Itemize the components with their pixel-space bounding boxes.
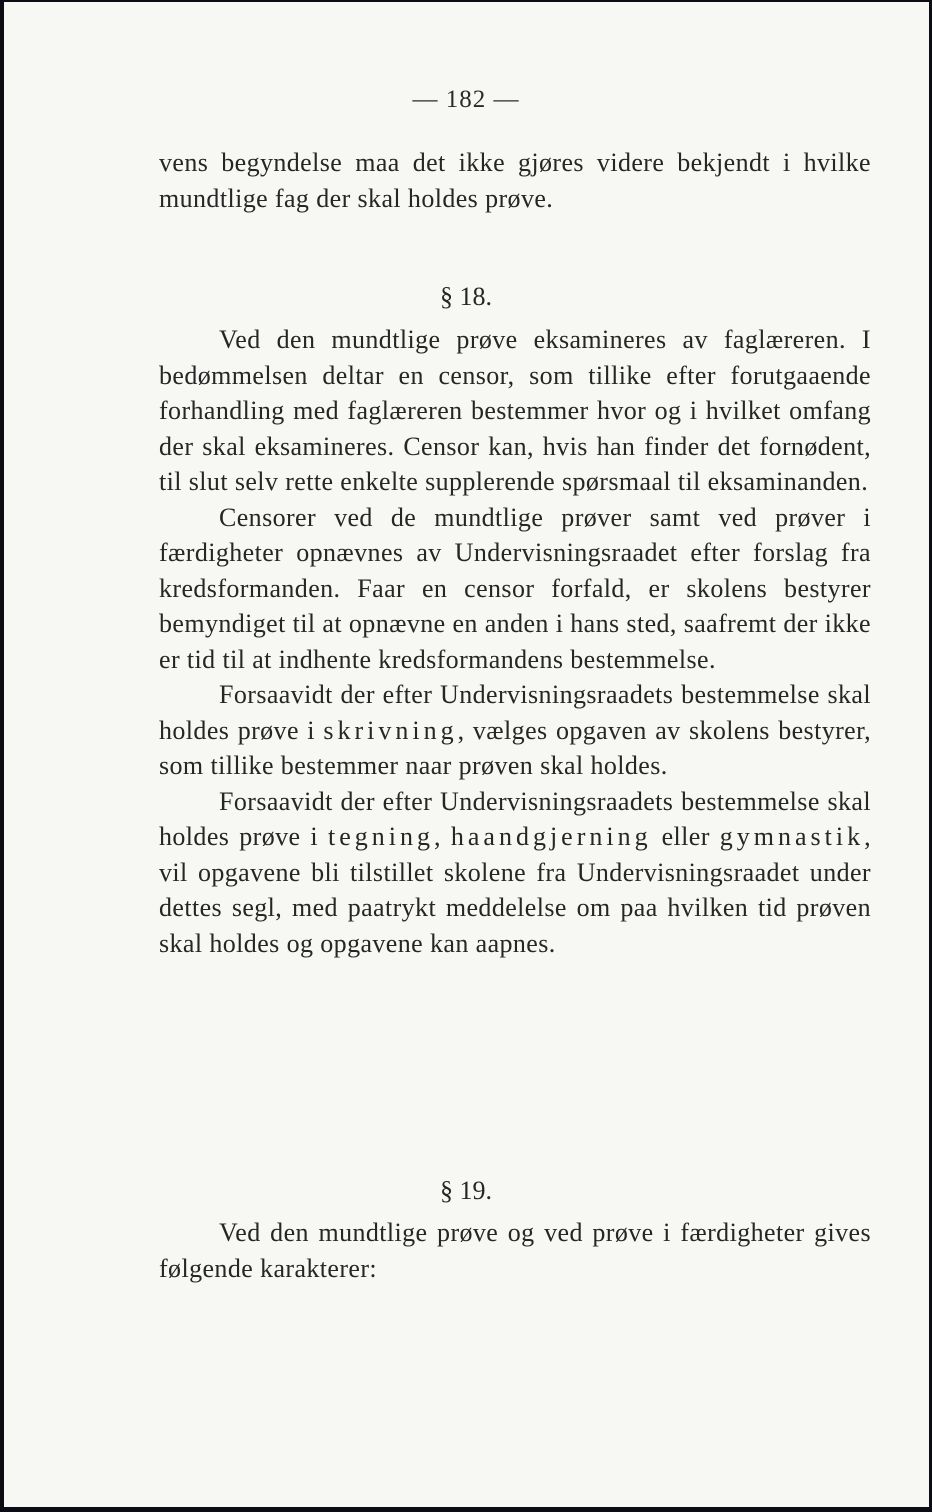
paragraph-4-text-a: Forsaavidt der efter Undervisningsraadets bestemmelse skal holdes prøve i: [159, 786, 871, 851]
section-19-body: [159, 1215, 871, 1286]
section-18-paragraph-1: Ved den mundtlige prøve eksamineres av faglæreren. I bedømmelsen deltar en censor, som tillike efter forutgaaende forhandling med faglæreren bestemmer hvor og i hvilket omfang der skal eksamineres. Censor kan, hvis han finder det fornødent, til slut selv rette enkelte supplerende spørsmaal til eksaminanden.: [159, 325, 871, 496]
intro-block: [159, 145, 871, 216]
section-18-paragraph-3: [159, 677, 871, 784]
page-number: — 182 —: [412, 86, 520, 113]
paragraph-4-text-g: , vil opgavene bli tilstillet skolene fra Undervisningsraadet under dettes segl, med paatrykt meddelelse om paa hvilken tid prøven skal holdes og opgavene kan aapnes.: [159, 822, 871, 958]
section-19-paragraph-1: Ved den mundtlige prøve og ved prøve i færdigheter gives følgende karakterer:: [159, 1218, 871, 1283]
paragraph-4-text-c: ,: [434, 822, 451, 851]
emphasis-tegning: tegning: [328, 822, 434, 851]
emphasis-haandgjerning: haandgjerning: [450, 822, 652, 851]
section-18-heading: § 18.: [440, 282, 492, 311]
emphasis-skrivning: skrivning: [323, 715, 458, 745]
intro-paragraph: vens begyndelse maa det ikke gjøres videre bekjendt i hvilke mundtlige fag der skal holdes prøve.: [159, 148, 871, 213]
section-19-heading: § 19.: [440, 1176, 492, 1205]
paragraph-4-text-e: eller: [651, 822, 720, 851]
section-18-paragraph-2: Censorer ved de mundtlige prøver samt ved prøver i færdigheter opnævnes av Undervisningsraadet efter forslag fra kredsformanden. Faar en censor forfald, er skolens bestyrer bemyndiget til at opnævne en anden i hans sted, saafremt der ikke er tid til at indhente kredsformandens bestemmelse.: [159, 502, 871, 674]
paragraph-3-text-a: Forsaavidt der efter Undervisningsraadets bestemmelse skal holdes prøve i: [159, 680, 871, 745]
section-18-paragraph-4: [159, 784, 871, 962]
section-18-body: [159, 322, 871, 961]
paragraph-3-text-c: , vælges opgaven av skolens bestyrer, som tillike bestemmer naar prøven skal holdes.: [159, 715, 872, 780]
emphasis-gymnastik: gymnastik: [719, 822, 865, 851]
